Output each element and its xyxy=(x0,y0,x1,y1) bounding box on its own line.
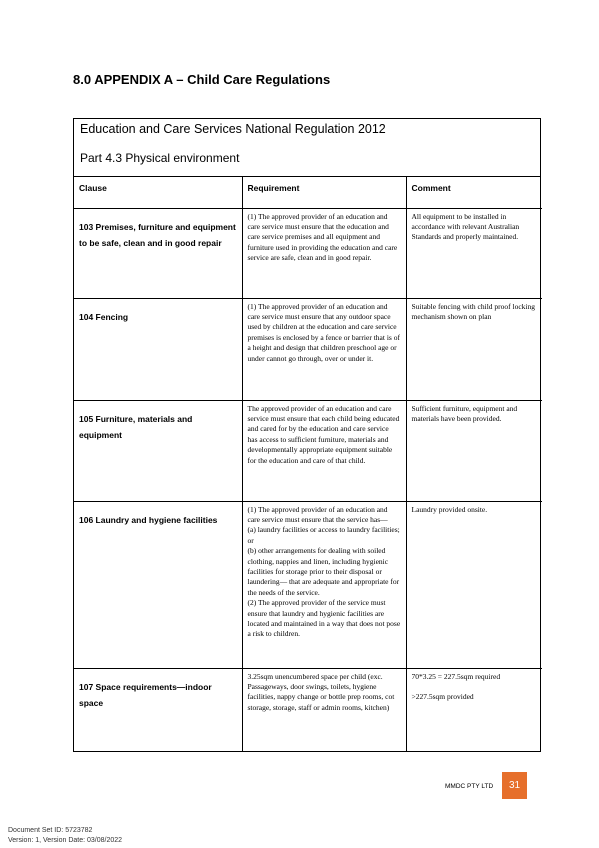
appendix-heading: 8.0 APPENDIX A – Child Care Regulations xyxy=(73,72,331,87)
table-row xyxy=(74,400,542,501)
clause-cell: 106 Laundry and hygiene facilities xyxy=(74,501,242,668)
comment-line: Laundry provided onsite. xyxy=(411,504,488,514)
document-info xyxy=(8,826,122,845)
document-set-id: Document Set ID: 5723782 xyxy=(8,827,93,834)
table-row xyxy=(74,501,542,668)
requirement-cell: 3.25sqm unencumbered space per child (exc. Passageways, door swings, toilets, hygiene facilities, nappy change or bottle prep rooms, cot storage, storage, staff or admin rooms, kitchen) xyxy=(242,668,406,751)
page-number-badge: 31 xyxy=(502,772,527,799)
table-row xyxy=(74,668,542,751)
comment-cell xyxy=(406,400,542,501)
comment-line: >227.5sqm provided xyxy=(411,691,474,701)
comment-cell xyxy=(406,668,542,751)
requirement-cell: (1) The approved provider of an education and care service must ensure that the education and care service premises and all equipment and furniture used in providing the education and care service are safe, clean and in good repair. xyxy=(242,208,406,298)
part-title: Part 4.3 Physical environment xyxy=(80,151,240,165)
column-header-comment: Comment xyxy=(406,177,542,208)
comment-cell xyxy=(406,501,542,668)
document-version: Version: 1, Version Date: 03/08/2022 xyxy=(8,836,123,844)
requirement-cell: (1) The approved provider of an education and care service must ensure that any outdoor space used by children at the education and care service premises is enclosed by a fence or barrier that is of a height and design that children preschool age or under cannot go through, over or under it. xyxy=(242,298,406,400)
footer-company: MMDC PTY LTD xyxy=(445,783,494,790)
regulation-title: Education and Care Services National Regulation 2012 xyxy=(80,122,386,136)
table-row xyxy=(74,208,542,298)
clause-cell: 107 Space requirements—indoor space xyxy=(74,668,242,751)
table-row xyxy=(74,298,542,400)
regulation-table xyxy=(73,118,541,752)
table-title-block xyxy=(74,119,540,177)
comment-line: All equipment to be installed in accordance with relevant Australian Standards and properly maintained. xyxy=(411,211,520,242)
comment-line: 70*3.25 = 227.5sqm required xyxy=(411,671,501,681)
table-header-row xyxy=(74,177,542,208)
column-header-clause: Clause xyxy=(74,177,242,208)
clause-cell: 104 Fencing xyxy=(74,298,242,400)
clause-table xyxy=(74,177,542,751)
comment-line: Sufficient furniture, equipment and materials have been provided. xyxy=(411,403,518,423)
clause-cell: 105 Furniture, materials and equipment xyxy=(74,400,242,501)
clause-cell: 103 Premises, furniture and equipment to be safe, clean and in good repair xyxy=(74,208,242,298)
comment-line: Suitable fencing with child proof locking mechanism shown on plan xyxy=(411,301,536,321)
requirement-cell: The approved provider of an education and care service must ensure that each child being educated and cared for by the education and care service has access to sufficient furniture, materials and developmentally appropriate equipment suitable for the education and care of that child. xyxy=(242,400,406,501)
comment-cell xyxy=(406,208,542,298)
column-header-requirement: Requirement xyxy=(242,177,406,208)
comment-cell xyxy=(406,298,542,400)
requirement-cell: (1) The approved provider of an education and care service must ensure that the service has— (a) laundry facilities or access to laundry facilities; or (b) other arrangements for dealing with soiled clothing, nappies and linen, including hygienic facilities for storage prior to their disposal or laundering— that are adequate and appropriate for the needs of the service. (2) The approved provider of the service must ensure that laundry and hygienic facilities are located and maintained in a way that does not pose a risk to children. xyxy=(242,501,406,668)
